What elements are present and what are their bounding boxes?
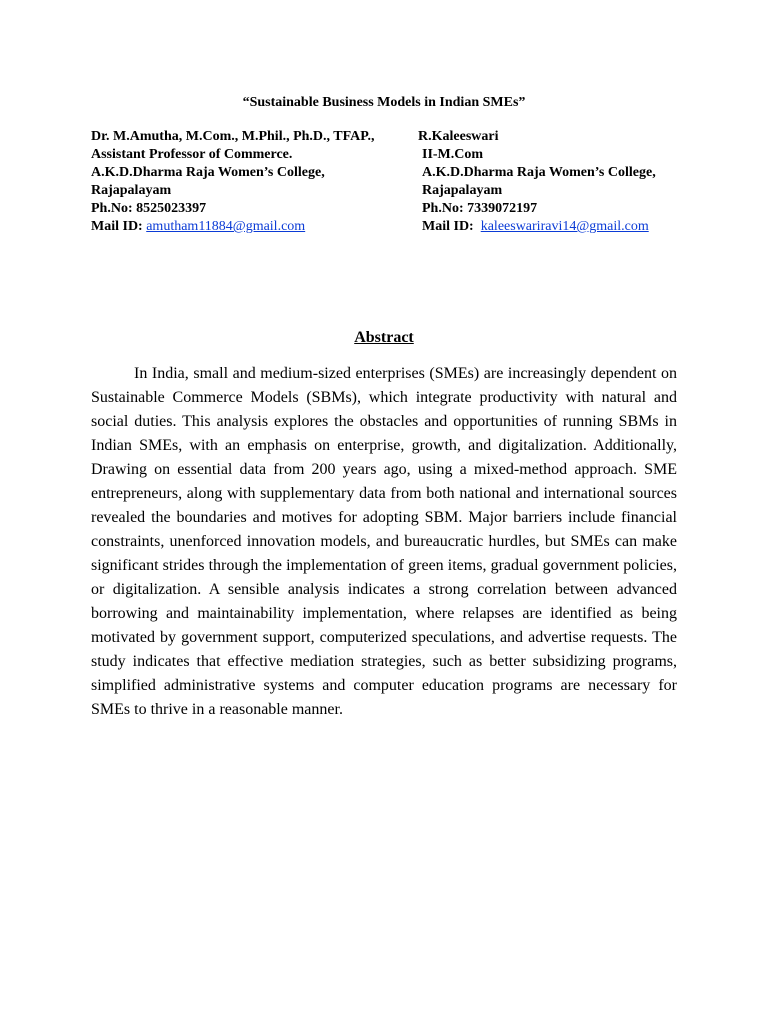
author-email-link[interactable]: amutham11884@gmail.com: [146, 219, 306, 234]
author-name: Dr. M.Amutha, M.Com., M.Phil., Ph.D., TFAP.,: [91, 129, 375, 144]
author-mail-line: [418, 218, 748, 236]
author-name: R.Kaleeswari: [418, 129, 499, 144]
author-block-1: [91, 128, 411, 236]
author-institution: A.K.D.Dharma Raja Women’s College,: [422, 165, 656, 180]
author-phone: Ph.No: 7339072197: [422, 201, 538, 216]
abstract-heading: Abstract: [354, 329, 414, 346]
paper-title: “Sustainable Business Models in Indian SMEs”: [242, 95, 526, 110]
mail-label: Mail ID:: [91, 219, 143, 234]
author-designation: Assistant Professor of Commerce.: [91, 147, 293, 162]
author-city: Rajapalayam: [422, 183, 503, 198]
author-designation: II-M.Com: [422, 147, 484, 162]
author-city: Rajapalayam: [91, 183, 172, 198]
abstract-paragraph: In India, small and medium-sized enterprises (SMEs) are increasingly dependent on Sustainable Commerce Models (SBMs), which integrate productivity with natural and social duties. This analysis explores the obstacles and opportunities of running SBMs in Indian SMEs, with an emphasis on enterprise, growth, and digitalization. Additionally, Drawing on essential data from 200 years ago, using a mixed-method approach. SME entrepreneurs, along with supplementary data from both national and international sources revealed the boundaries and motives for adopting SBM. Major barriers include financial constraints, unenforced innovation models, and bureaucratic hurdles, but SMEs can make significant strides through the implementation of green items, gradual government policies, or digitalization. A sensible analysis indicates a strong correlation between advanced borrowing and maintainability implementation, where relapses are identified as being motivated by government support, computerized speculations, and advertise requests. The study indicates that effective mediation strategies, such as better subsidizing programs, simplified administrative systems and computer education programs are necessary for SMEs to thrive in a reasonable manner.: [91, 365, 677, 718]
author-mail-line: [91, 218, 411, 236]
author-block-2: [418, 128, 748, 236]
mail-label: Mail ID:: [422, 219, 474, 234]
author-email-link[interactable]: kaleeswariravi14@gmail.com: [480, 219, 649, 234]
author-phone: Ph.No: 8525023397: [91, 201, 207, 216]
author-institution: A.K.D.Dharma Raja Women’s College,: [91, 165, 325, 180]
